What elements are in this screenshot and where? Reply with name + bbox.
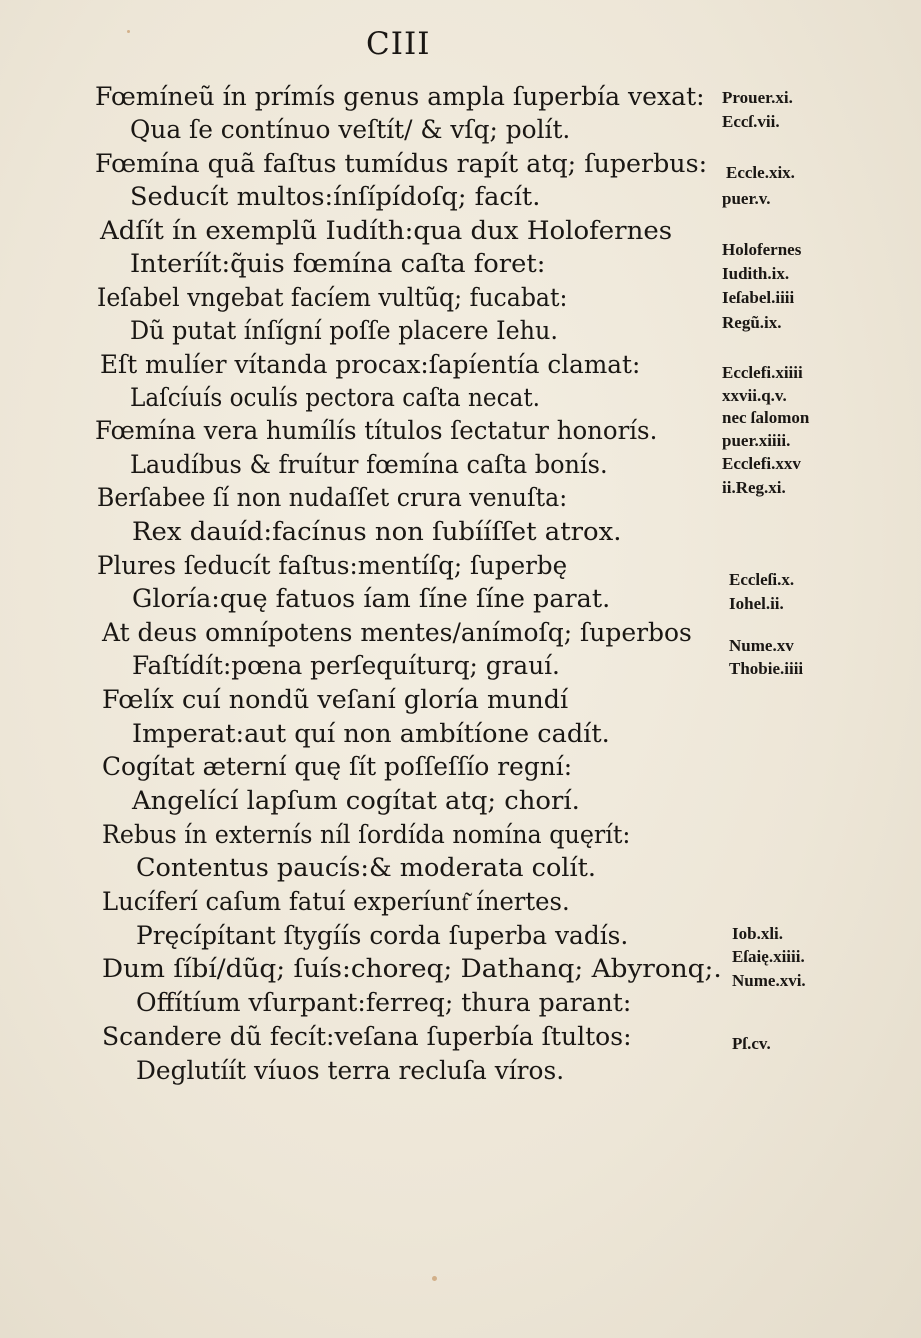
paper-blemish xyxy=(127,30,130,33)
verse-line: Interíít:q̃uis fœmína caſta foret: xyxy=(130,249,546,279)
margin-note: Regũ.ix. xyxy=(722,313,782,332)
verse-line: Adſít ín exemplũ Iudíth:qua dux Holofernes xyxy=(100,216,673,246)
margin-note: Eccſ.vii. xyxy=(722,112,780,131)
verse-line: Lucíferí caſum fatuí experíunt͂ ínertes. xyxy=(102,887,570,917)
verse-line: Fœmína quã faſtus tumídus rapít atq; ſuperbus: xyxy=(95,149,708,179)
margin-note: Iohel.ii. xyxy=(729,594,784,613)
verse-line: Rex dauíd:facínus non ſubííſſet atrox. xyxy=(132,517,622,547)
margin-note: puer.xiiii. xyxy=(722,431,791,450)
margin-note: Eccle.xix. xyxy=(726,163,795,182)
margin-note: nec ſalomon xyxy=(722,408,810,427)
verse-line: Ieſabel vngebat facíem vultũq; fucabat: xyxy=(97,283,568,313)
verse-line: Laſcíuís oculís pectora caſta necat. xyxy=(130,383,540,413)
verse-line: Offítíum vſurpant:ferreq; thura parant: xyxy=(136,988,632,1018)
margin-note: Iob.xli. xyxy=(732,924,784,943)
margin-note: Holofernes xyxy=(722,240,802,259)
margin-note: Ecclefi.xiiii xyxy=(722,363,803,382)
paper-blemish xyxy=(432,1276,437,1281)
margin-note: Ieſabel.iiii xyxy=(722,288,795,307)
margin-note: Pſ.cv. xyxy=(732,1034,771,1053)
verse-line: Scandere dũ fecít:veſana ſuperbía ſtultos: xyxy=(102,1022,632,1052)
margin-note: Prouer.xi. xyxy=(722,88,793,107)
verse-line: Eſt mulíer vítanda procax:ſapíentía clamat: xyxy=(100,350,641,380)
verse-line: Pręcípítant ſtygíís corda ſuperba vadís. xyxy=(136,921,629,951)
verse-line: Imperat:aut quí non ambítíone cadít. xyxy=(132,719,610,749)
verse-line: Gloría:quę fatuos íam ſíne ſíne parat. xyxy=(132,584,611,614)
verse-line: Fœmíneũ ín prímís genus ampla ſuperbía vexat: xyxy=(95,82,705,112)
verse-line: Cogítat æterní quę ſít poſſeſſío regní: xyxy=(102,752,573,782)
verse-line: Angelící lapſum cogítat atq; chorí. xyxy=(132,786,580,816)
verse-line: Fœlíx cuí nondũ veſaní gloría mundí xyxy=(102,685,569,715)
verse-line: Dũ putat ínſígní poſſe placere Iehu. xyxy=(130,316,559,346)
verse-line: At deus omnípotens mentes/anímoſq; ſuperbos xyxy=(102,618,692,648)
verse-line: Faſtídít:pœna perſequíturq; grauí. xyxy=(132,651,560,681)
margin-note: Nume.xvi. xyxy=(732,971,806,990)
margin-note: ii.Reg.xi. xyxy=(722,478,786,497)
verse-line: Dum ſíbí/dũq; ſuís:choreq; Dathanq; Abyronq;. xyxy=(102,954,722,984)
margin-note: Nume.xv xyxy=(729,636,794,655)
margin-note: Ecclefi.xxv xyxy=(722,454,801,473)
verse-line: Laudíbus & fruítur fœmína caſta bonís. xyxy=(130,450,608,480)
margin-note: Thobie.iiii xyxy=(729,659,804,678)
verse-line: Qua ſe contínuo veſtít/ & vſq; polít. xyxy=(130,115,571,145)
margin-note: Iudith.ix. xyxy=(722,264,790,283)
verse-line: Rebus ín externís níl ſordída nomína quęrít: xyxy=(102,820,631,850)
margin-note: puer.v. xyxy=(722,189,771,208)
margin-note: Eccleſi.x. xyxy=(729,570,795,589)
margin-note: xxvii.q.v. xyxy=(722,386,787,405)
verse-line: Fœmína vera humílís títulos ſectatur honorís. xyxy=(95,416,658,446)
margin-note: Eſaię.xiiii. xyxy=(732,947,805,966)
verse-line: Contentus paucís:& moderata colít. xyxy=(136,853,596,883)
verse-line: Plures ſeducít faſtus:mentíſq; ſuperbę xyxy=(97,551,568,581)
verse-line: Deglutíít víuos terra recluſa víros. xyxy=(136,1056,565,1086)
verse-line: Seducít multos:ínſípídoſq; facít. xyxy=(130,182,541,212)
book-page: CIII Fœmíneũ ín prímís genus ampla ſuperbía vexat: Qua ſe contínuo veſtít/ & vſq; polít. Fœmína quã faſtus tumídus rapít atq; ſuperbus: Seducít multos:ínſípídoſq; facít. Adſít ín exemplũ Iudíth:qua dux Holofernes Interíít:q̃uis fœmína caſta foret: Ieſabel vngebat facíem vultũq; fucabat: Dũ putat ínſígní poſſe placere Iehu. Eſt mulíer vítanda procax:ſapíentía clamat: Laſcíuís oculís pectora caſta necat. Fœmína vera humílís títulos ſectatur honorís. Laudíbus & fruítur fœmína caſta bonís. Berſabee ſí non nudaſſet crura venuſta: Rex dauíd:facínus non ſubííſſet atrox. Plures ſeducít faſtus:mentíſq; ſuperbę Gloría:quę fatuos íam ſíne ſíne parat. At deus omnípotens mentes/anímoſq; ſuperbos Faſtídít:pœna perſequíturq; grauí. Fœlíx cuí nondũ veſaní gloría mundí Imperat:aut quí non ambítíone cadít. Cogítat æterní quę ſít poſſeſſío regní: Angelící lapſum cogítat atq; chorí. Rebus ín externís níl ſordída nomína quęrít: Contentus paucís:& moderata colít. Lucíferí caſum fatuí experíunt͂ ínertes. Pręcípítant ſtygíís corda ſuperba vadís. Dum ſíbí/dũq; ſuís:choreq; Dathanq; Abyronq;. Offítíum vſurpant:ferreq; thura parant: Scandere dũ fecít:veſana ſuperbía ſtultos: Deglutíít víuos terra recluſa víros. Prouer.xi. Eccſ.vii. Eccle.xix. puer.v. Holofernes Iudith.ix. Ieſabel.iiii Regũ.ix. Ecclefi.xiiii xxvii.q.v. nec ſalomon puer.xiiii. Ecclefi.xxv ii.Reg.xi. Eccleſi.x. Iohel.ii. Nume.xv Thobie.iiii Iob.xli. Eſaię.xiiii. Nume.xvi. Pſ.cv. xyxy=(0,0,921,1338)
verse-line: Berſabee ſí non nudaſſet crura venuſta: xyxy=(97,483,568,513)
